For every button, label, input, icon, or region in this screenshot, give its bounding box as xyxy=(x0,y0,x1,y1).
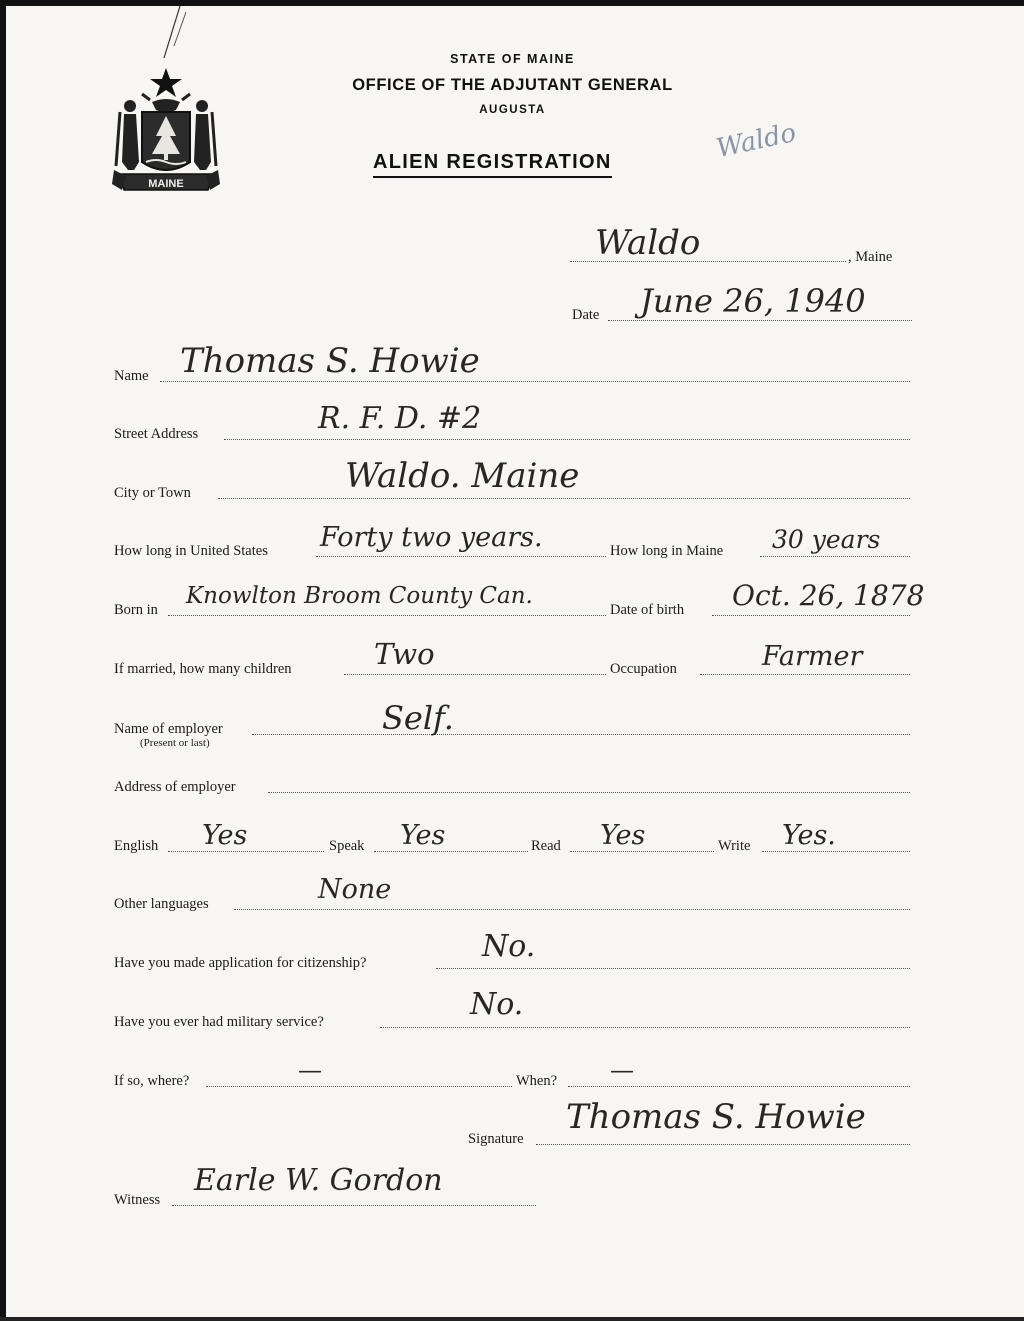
how-long-us-line xyxy=(316,556,606,557)
speak-label: Speak xyxy=(329,838,365,854)
children-line xyxy=(344,674,606,675)
scan-border-top xyxy=(0,0,1024,6)
occupation-line xyxy=(700,674,910,675)
occupation-value[interactable]: Farmer xyxy=(762,641,863,672)
read-label: Read xyxy=(531,838,561,854)
employer-name-value[interactable]: Self. xyxy=(382,699,454,737)
form-title: ALIEN REGISTRATION xyxy=(373,151,612,178)
place-suffix: , Maine xyxy=(848,249,893,265)
signature-label: Signature xyxy=(468,1131,524,1147)
street-address-value[interactable]: R. F. D. #2 xyxy=(318,401,482,436)
date-of-birth-label: Date of birth xyxy=(610,602,685,618)
city-or-town-line xyxy=(218,498,910,499)
born-in-value[interactable]: Knowlton Broom County Can. xyxy=(186,583,533,609)
when-label: When? xyxy=(516,1073,558,1089)
read-line xyxy=(570,851,714,852)
read-value[interactable]: Yes xyxy=(600,820,646,851)
date-of-birth-value[interactable]: Oct. 26, 1878 xyxy=(732,579,925,612)
name-value[interactable]: Thomas S. Howie xyxy=(180,341,480,381)
seal-banner-text: MAINE xyxy=(148,178,184,190)
date-label: Date xyxy=(572,307,600,323)
other-languages-label: Other languages xyxy=(114,896,209,912)
state-of-maine-seal-icon xyxy=(112,66,220,194)
employer-address-label: Address of employer xyxy=(114,779,236,795)
name-line xyxy=(160,381,910,382)
how-long-us-value[interactable]: Forty two years. xyxy=(320,522,543,553)
signature-value[interactable]: Thomas S. Howie xyxy=(566,1097,866,1137)
scan-border-left xyxy=(0,0,6,1321)
children-label: If married, how many children xyxy=(114,661,292,677)
other-languages-line xyxy=(234,909,910,910)
military-service-label: Have you ever had military service? xyxy=(114,1014,324,1030)
occupation-label: Occupation xyxy=(610,661,677,677)
scan-border-bottom xyxy=(0,1317,1024,1321)
when-value[interactable]: — xyxy=(610,1056,634,1084)
header-office: OFFICE OF THE ADJUTANT GENERAL xyxy=(352,76,673,94)
employer-address-line xyxy=(268,792,910,793)
employer-name-sublabel: (Present or last) xyxy=(140,737,210,749)
military-service-value[interactable]: No. xyxy=(470,987,524,1022)
citizenship-application-line xyxy=(436,968,910,969)
write-label: Write xyxy=(718,838,751,854)
if-so-where-line xyxy=(206,1086,512,1087)
english-value[interactable]: Yes xyxy=(202,820,248,851)
english-line xyxy=(168,851,324,852)
header-city: AUGUSTA xyxy=(479,104,546,116)
how-long-maine-label: How long in Maine xyxy=(610,543,724,559)
street-address-line xyxy=(224,439,910,440)
when-line xyxy=(568,1086,910,1087)
if-so-where-label: If so, where? xyxy=(114,1073,190,1089)
citizenship-application-value[interactable]: No. xyxy=(482,929,536,964)
county-annotation: Waldo xyxy=(713,117,799,165)
english-label: English xyxy=(114,838,159,854)
date-of-birth-line xyxy=(712,615,910,616)
if-so-where-value[interactable]: — xyxy=(298,1056,322,1084)
military-service-line xyxy=(380,1027,910,1028)
witness-line xyxy=(172,1205,536,1206)
children-value[interactable]: Two xyxy=(374,637,435,671)
speak-value[interactable]: Yes xyxy=(400,820,446,851)
born-in-label: Born in xyxy=(114,602,158,618)
employer-name-label: Name of employer xyxy=(114,721,223,737)
witness-value[interactable]: Earle W. Gordon xyxy=(194,1163,443,1198)
other-languages-value[interactable]: None xyxy=(318,874,392,905)
header-state: STATE OF MAINE xyxy=(450,52,575,66)
date-line xyxy=(608,320,912,321)
born-in-line xyxy=(168,615,606,616)
how-long-maine-value[interactable]: 30 years xyxy=(772,525,881,554)
place-value[interactable]: Waldo xyxy=(595,223,701,263)
how-long-us-label: How long in United States xyxy=(114,543,268,559)
how-long-maine-line xyxy=(760,556,910,557)
employer-name-line xyxy=(252,734,910,735)
name-label: Name xyxy=(114,368,149,384)
date-value[interactable]: June 26, 1940 xyxy=(640,282,866,320)
write-line xyxy=(762,851,910,852)
citizenship-application-label: Have you made application for citizenship? xyxy=(114,955,367,971)
witness-label: Witness xyxy=(114,1192,161,1208)
city-or-town-value[interactable]: Waldo. Maine xyxy=(345,456,580,496)
speak-line xyxy=(374,851,528,852)
signature-line xyxy=(536,1144,910,1145)
city-or-town-label: City or Town xyxy=(114,485,191,501)
street-address-label: Street Address xyxy=(114,426,199,442)
write-value[interactable]: Yes. xyxy=(782,820,836,851)
